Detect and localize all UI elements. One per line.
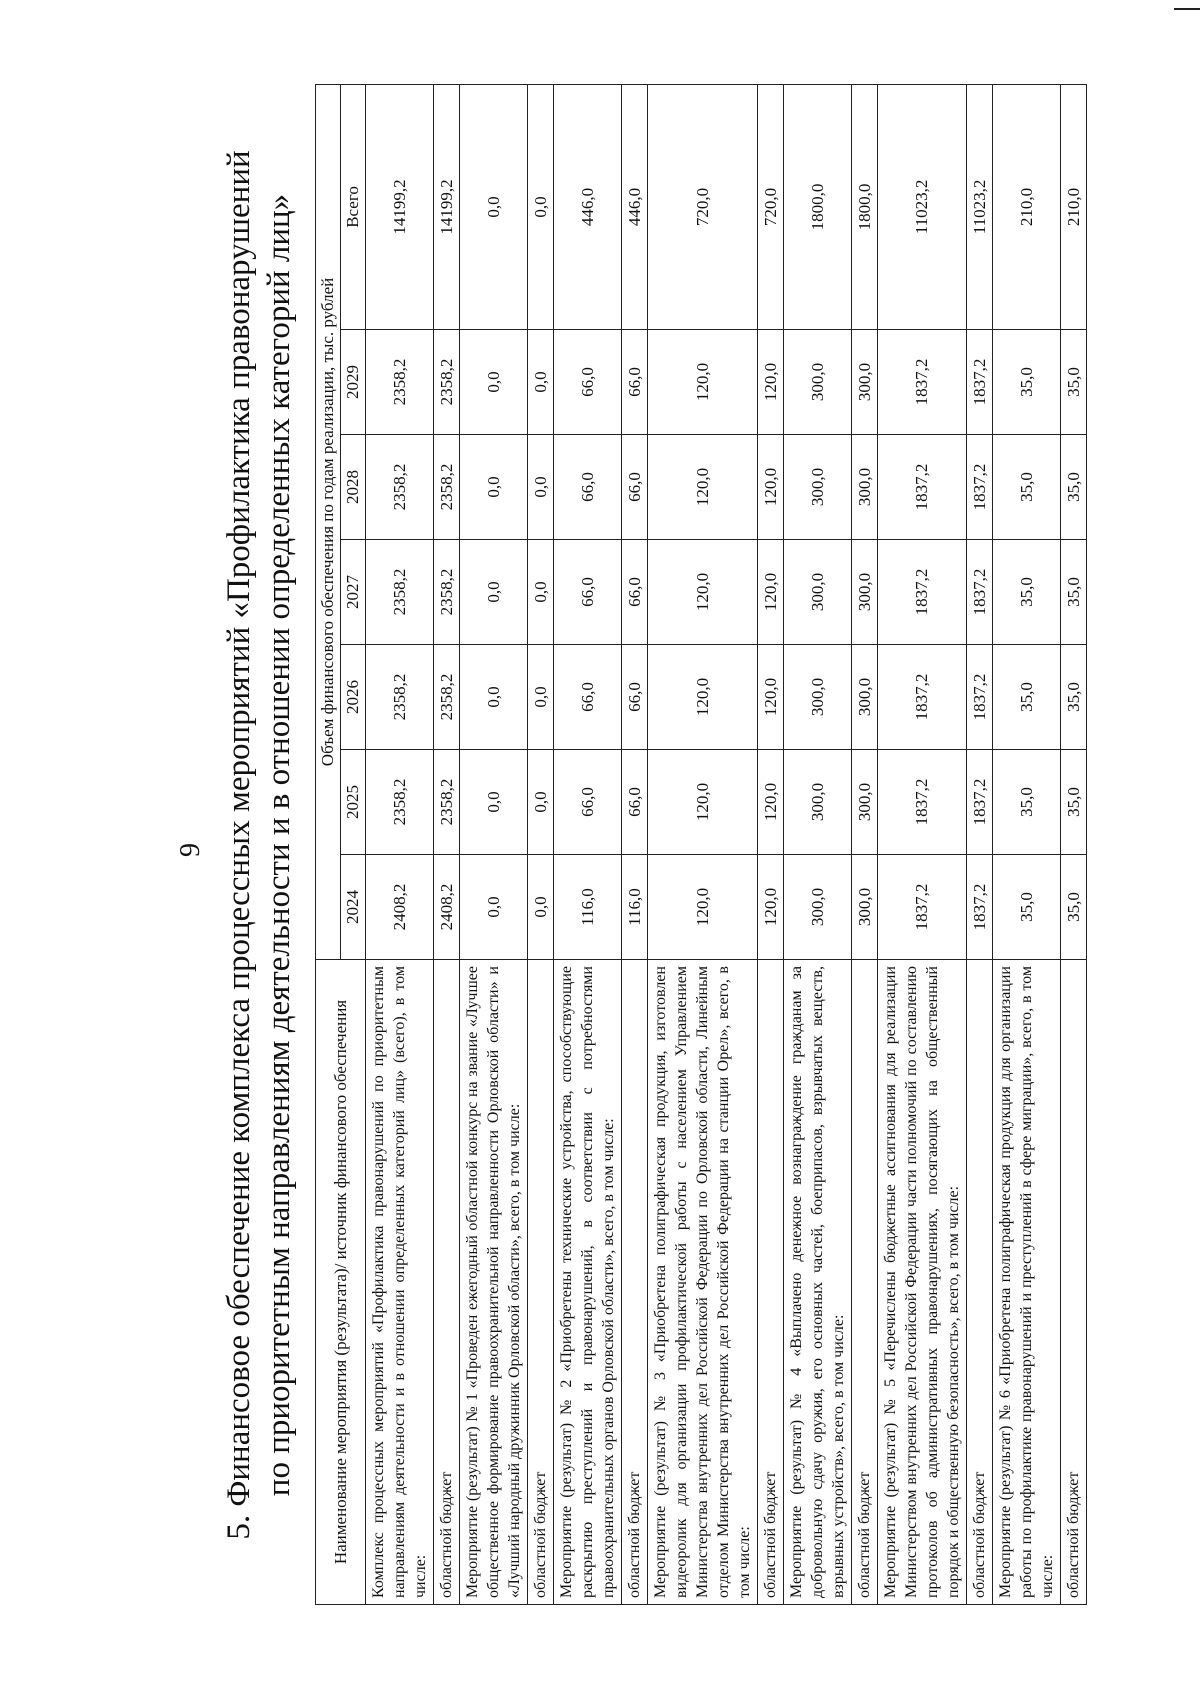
total-value-cell: 210,0 [1061, 84, 1087, 329]
total-value-cell: 14199,2 [434, 84, 460, 329]
row-name-cell: областной бюджет [758, 960, 784, 1605]
year-value-cell: 66,0 [622, 540, 648, 645]
year-header: 2029 [341, 330, 366, 435]
year-value-cell: 300,0 [852, 855, 878, 960]
year-value-cell: 120,0 [758, 540, 784, 645]
row-name-cell: областной бюджет [1061, 960, 1087, 1605]
year-value-cell: 66,0 [554, 645, 622, 750]
total-value-cell: 720,0 [758, 84, 784, 329]
year-value-cell: 116,0 [554, 855, 622, 960]
row-name-cell: Мероприятие (результат) № 6 «Приобретена полиграфическая продукция для организации работы по профилактике правонарушений и преступлений в сфере миграции», всего, в том числе: [993, 960, 1061, 1605]
year-value-cell: 2358,2 [366, 330, 434, 435]
year-value-cell: 300,0 [852, 750, 878, 855]
year-value-cell: 120,0 [758, 750, 784, 855]
year-value-cell: 35,0 [993, 855, 1061, 960]
year-value-cell: 0,0 [528, 645, 554, 750]
table-row [648, 84, 758, 1604]
row-name-cell: Мероприятие (результат) № 4 «Выплачено денежное вознаграждение гражданам за добровольную сдачу оружия, его основных частей, боеприпасов, взрывчатых веществ, взрывных устройств», всего, в том числе: [784, 960, 852, 1605]
year-value-cell: 35,0 [1061, 750, 1087, 855]
year-value-cell: 35,0 [993, 330, 1061, 435]
year-value-cell: 0,0 [460, 435, 528, 540]
year-value-cell: 300,0 [852, 330, 878, 435]
year-value-cell: 35,0 [1061, 435, 1087, 540]
total-value-cell: 446,0 [622, 84, 648, 329]
year-value-cell: 2358,2 [434, 435, 460, 540]
total-value-cell: 11023,2 [878, 84, 967, 329]
year-value-cell: 35,0 [1061, 855, 1087, 960]
year-value-cell: 116,0 [622, 855, 648, 960]
year-value-cell: 0,0 [460, 540, 528, 645]
table-row [554, 84, 622, 1604]
year-value-cell: 120,0 [758, 435, 784, 540]
year-value-cell: 1837,2 [878, 645, 967, 750]
year-value-cell: 120,0 [758, 855, 784, 960]
table-row [784, 84, 852, 1604]
year-value-cell: 300,0 [784, 435, 852, 540]
rotated-page-content [175, 60, 1200, 1640]
year-value-cell: 2408,2 [366, 855, 434, 960]
year-value-cell: 0,0 [528, 540, 554, 645]
row-name-cell: областной бюджет [434, 960, 460, 1605]
total-value-cell: 0,0 [460, 84, 528, 329]
year-value-cell: 300,0 [784, 855, 852, 960]
year-value-cell: 66,0 [622, 435, 648, 540]
year-value-cell: 66,0 [554, 330, 622, 435]
year-value-cell: 2358,2 [366, 645, 434, 750]
year-value-cell: 66,0 [622, 645, 648, 750]
row-name-cell: областной бюджет [622, 960, 648, 1605]
table-row [1061, 84, 1087, 1604]
year-value-cell: 1837,2 [878, 540, 967, 645]
year-value-cell: 0,0 [528, 435, 554, 540]
year-value-cell: 66,0 [554, 435, 622, 540]
column-group-header: Объем финансового обеспечения по годам реализации, тыс. рублей [316, 84, 341, 959]
year-value-cell: 120,0 [648, 540, 758, 645]
year-value-cell: 2358,2 [434, 750, 460, 855]
year-value-cell: 300,0 [852, 645, 878, 750]
year-value-cell: 0,0 [460, 750, 528, 855]
edge-dash-mark [1174, 8, 1200, 10]
year-value-cell: 120,0 [648, 750, 758, 855]
table-row [528, 84, 554, 1604]
year-value-cell: 0,0 [460, 330, 528, 435]
page-number: 9 [175, 843, 206, 857]
table-row [758, 84, 784, 1604]
year-value-cell: 1837,2 [967, 750, 993, 855]
year-value-cell: 35,0 [1061, 540, 1087, 645]
row-name-cell: областной бюджет [967, 960, 993, 1605]
year-value-cell: 66,0 [554, 540, 622, 645]
section-title [219, 90, 299, 1600]
year-value-cell: 300,0 [784, 645, 852, 750]
total-value-cell: 11023,2 [967, 84, 993, 329]
financing-table [315, 84, 1087, 1605]
table-row [434, 84, 460, 1604]
year-value-cell: 66,0 [554, 750, 622, 855]
table-header-row [316, 84, 341, 1604]
year-value-cell: 0,0 [528, 330, 554, 435]
year-value-cell: 300,0 [852, 435, 878, 540]
year-value-cell: 35,0 [993, 645, 1061, 750]
year-value-cell: 2358,2 [366, 750, 434, 855]
year-header: 2025 [341, 750, 366, 855]
year-value-cell: 66,0 [622, 330, 648, 435]
total-value-cell: 1800,0 [784, 84, 852, 329]
year-value-cell: 35,0 [993, 750, 1061, 855]
year-value-cell: 120,0 [648, 855, 758, 960]
section-title-line-1: 5. Финансовое обеспечение комплекса процессных мероприятий «Профилактика правонарушений [221, 150, 257, 1540]
year-value-cell: 1837,2 [967, 435, 993, 540]
year-value-cell: 120,0 [648, 645, 758, 750]
year-value-cell: 2358,2 [366, 540, 434, 645]
year-header: 2028 [341, 435, 366, 540]
row-name-cell: областной бюджет [528, 960, 554, 1605]
total-value-cell: 720,0 [648, 84, 758, 329]
row-name-cell: областной бюджет [852, 960, 878, 1605]
table-row [993, 84, 1061, 1604]
year-value-cell: 0,0 [528, 750, 554, 855]
total-value-cell: 14199,2 [366, 84, 434, 329]
year-header: 2024 [341, 855, 366, 960]
year-value-cell: 1837,2 [967, 540, 993, 645]
row-name-cell: Мероприятие (результат) № 2 «Приобретены технические устройства, способствующие раскрытию преступлений и правонарушений, в соответствии с потребностями правоохранительных органов Орловской области», всего, в том числе: [554, 960, 622, 1605]
row-name-cell: Мероприятие (результат) № 5 «Перечислены бюджетные ассигнования для реализации Министерством внутренних дел Российской Федерации части полномочий по составлению протоколов об административных правонарушениях, посягающих на общественный порядок и общественную безопасность», всего, в том числе: [878, 960, 967, 1605]
year-value-cell: 120,0 [648, 330, 758, 435]
year-value-cell: 35,0 [993, 435, 1061, 540]
row-name-cell: Мероприятие (результат) № 1 «Проведен ежегодный областной конкурс на звание «Лучшее общественное формирование правоохранительной направленности Орловской области» и «Лучший народный дружинник Орловской области», всего, в том числе: [460, 960, 528, 1605]
year-value-cell: 120,0 [758, 645, 784, 750]
year-value-cell: 1837,2 [878, 855, 967, 960]
table-row [852, 84, 878, 1604]
year-value-cell: 300,0 [852, 540, 878, 645]
table-row [460, 84, 528, 1604]
row-name-cell: Мероприятие (результат) № 3 «Приобретена полиграфическая продукция, изготовлен видеоролик для организации профилактической работы с населением Управлением Министерства внутренних дел Российской Федерации по Орловской области, Линейным отделом Министерства внутренних дел Российской Федерации на станции Орел», всего, в том числе: [648, 960, 758, 1605]
year-value-cell: 66,0 [622, 750, 648, 855]
year-value-cell: 300,0 [784, 540, 852, 645]
year-value-cell: 1837,2 [967, 645, 993, 750]
column-header-name: Наименование мероприятия (результата)/ источник финансового обеспечения [316, 960, 366, 1605]
row-name-cell: Комплекс процессных мероприятий «Профилактика правонарушений по приоритетным направлениям деятельности и в отношении определенных категорий лиц» (всего), в том числе: [366, 960, 434, 1605]
year-header: 2026 [341, 645, 366, 750]
year-value-cell: 1837,2 [967, 855, 993, 960]
year-value-cell: 1837,2 [878, 750, 967, 855]
year-value-cell: 2358,2 [366, 435, 434, 540]
year-value-cell: 2358,2 [434, 540, 460, 645]
total-header: Всего [341, 84, 366, 329]
year-value-cell: 0,0 [460, 855, 528, 960]
year-value-cell: 300,0 [784, 750, 852, 855]
year-value-cell: 2408,2 [434, 855, 460, 960]
year-value-cell: 35,0 [1061, 645, 1087, 750]
year-value-cell: 1837,2 [967, 330, 993, 435]
year-value-cell: 120,0 [758, 330, 784, 435]
year-value-cell: 35,0 [1061, 330, 1087, 435]
year-value-cell: 2358,2 [434, 330, 460, 435]
total-value-cell: 1800,0 [852, 84, 878, 329]
total-value-cell: 446,0 [554, 84, 622, 329]
year-header: 2027 [341, 540, 366, 645]
year-value-cell: 1837,2 [878, 435, 967, 540]
table-body [366, 84, 1087, 1604]
total-value-cell: 210,0 [993, 84, 1061, 329]
table-row [366, 84, 434, 1604]
total-value-cell: 0,0 [528, 84, 554, 329]
table-row [967, 84, 993, 1604]
year-value-cell: 120,0 [648, 435, 758, 540]
year-value-cell: 0,0 [460, 645, 528, 750]
year-value-cell: 1837,2 [878, 330, 967, 435]
table-row [878, 84, 967, 1604]
year-value-cell: 2358,2 [434, 645, 460, 750]
year-value-cell: 300,0 [784, 330, 852, 435]
table-row [622, 84, 648, 1604]
year-value-cell: 0,0 [528, 855, 554, 960]
year-value-cell: 35,0 [993, 540, 1061, 645]
section-title-line-2: по приоритетным направлениям деятельности и в отношении определенных категорий лиц» [261, 193, 297, 1497]
